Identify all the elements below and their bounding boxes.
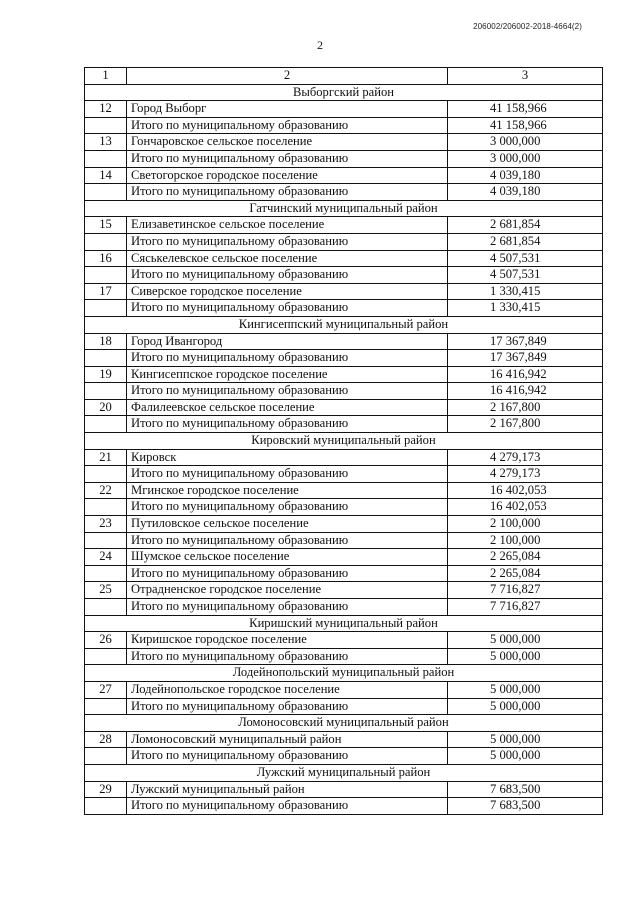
table-row <box>85 731 603 748</box>
region-name: Кировский муниципальный район <box>85 433 603 450</box>
column-header: 1 <box>85 68 127 85</box>
table-row <box>85 167 603 184</box>
settlement-name: Отрадненское городское поселение <box>127 582 448 599</box>
table-row <box>85 350 603 367</box>
row-number: 28 <box>85 731 127 748</box>
row-number <box>85 499 127 516</box>
amount-value: 2 265,084 <box>448 549 603 566</box>
amount-value: 3 000,000 <box>448 150 603 167</box>
table-row <box>85 150 603 167</box>
row-number <box>85 648 127 665</box>
amount-value: 2 167,800 <box>448 399 603 416</box>
row-number <box>85 416 127 433</box>
row-number <box>85 184 127 201</box>
settlement-name: Лужский муниципальный район <box>127 781 448 798</box>
settlement-name: Итого по муниципальному образованию <box>127 233 448 250</box>
table-row <box>85 698 603 715</box>
row-number: 23 <box>85 516 127 533</box>
column-header: 3 <box>448 68 603 85</box>
row-number: 27 <box>85 681 127 698</box>
amount-value: 7 716,827 <box>448 599 603 616</box>
amount-value: 2 265,084 <box>448 565 603 582</box>
amount-value: 5 000,000 <box>448 648 603 665</box>
amount-value: 3 000,000 <box>448 134 603 151</box>
row-number: 15 <box>85 217 127 234</box>
page-number: 2 <box>317 38 323 52</box>
settlement-name: Лодейнопольское городское поселение <box>127 681 448 698</box>
table-row <box>85 366 603 383</box>
amount-value: 5 000,000 <box>448 731 603 748</box>
amount-value: 5 000,000 <box>448 698 603 715</box>
row-number <box>85 117 127 134</box>
table-row <box>85 184 603 201</box>
region-header-row <box>85 715 603 732</box>
table-header-row <box>85 68 603 85</box>
table-row <box>85 250 603 267</box>
table-row <box>85 399 603 416</box>
row-number: 19 <box>85 366 127 383</box>
settlement-name: Гончаровское сельское поселение <box>127 134 448 151</box>
settlement-name: Итого по муниципальному образованию <box>127 599 448 616</box>
row-number <box>85 698 127 715</box>
table-row <box>85 516 603 533</box>
region-header-row <box>85 200 603 217</box>
row-number: 17 <box>85 283 127 300</box>
table-row <box>85 582 603 599</box>
region-header-row <box>85 433 603 450</box>
settlement-name: Путиловское сельское поселение <box>127 516 448 533</box>
table-row <box>85 565 603 582</box>
settlement-name: Киришское городское поселение <box>127 632 448 649</box>
row-number <box>85 233 127 250</box>
settlement-name: Кировск <box>127 449 448 466</box>
settlement-name: Итого по муниципальному образованию <box>127 565 448 582</box>
row-number: 22 <box>85 482 127 499</box>
amount-value: 41 158,966 <box>448 117 603 134</box>
row-number <box>85 150 127 167</box>
row-number: 14 <box>85 167 127 184</box>
amount-value: 1 330,415 <box>448 300 603 317</box>
settlement-name: Мгинское городское поселение <box>127 482 448 499</box>
row-number <box>85 532 127 549</box>
settlement-name: Итого по муниципальному образованию <box>127 416 448 433</box>
amount-value: 4 279,173 <box>448 466 603 483</box>
region-header-row <box>85 764 603 781</box>
row-number <box>85 383 127 400</box>
amount-value: 4 039,180 <box>448 184 603 201</box>
table-row <box>85 101 603 118</box>
region-name: Лодейнопольский муниципальный район <box>85 665 603 682</box>
amount-value: 16 416,942 <box>448 383 603 400</box>
row-number: 20 <box>85 399 127 416</box>
settlement-name: Кингисеппское городское поселение <box>127 366 448 383</box>
row-number <box>85 466 127 483</box>
region-header-row <box>85 84 603 101</box>
settlement-name: Итого по муниципальному образованию <box>127 499 448 516</box>
settlement-name: Итого по муниципальному образованию <box>127 267 448 284</box>
region-name: Лужский муниципальный район <box>85 764 603 781</box>
table-row <box>85 499 603 516</box>
table-row <box>85 632 603 649</box>
row-number: 18 <box>85 333 127 350</box>
table-row <box>85 300 603 317</box>
amount-value: 2 167,800 <box>448 416 603 433</box>
amount-value: 5 000,000 <box>448 748 603 765</box>
table-row <box>85 681 603 698</box>
amount-value: 2 100,000 <box>448 516 603 533</box>
settlement-name: Город Выборг <box>127 101 448 118</box>
table-row <box>85 748 603 765</box>
region-name: Ломоносовский муниципальный район <box>85 715 603 732</box>
region-name: Гатчинский муниципальный район <box>85 200 603 217</box>
amount-value: 4 279,173 <box>448 449 603 466</box>
settlement-name: Фалилеевское сельское поселение <box>127 399 448 416</box>
region-name: Киришский муниципальный район <box>85 615 603 632</box>
settlement-name: Итого по муниципальному образованию <box>127 383 448 400</box>
amount-value: 4 039,180 <box>448 167 603 184</box>
table-row <box>85 781 603 798</box>
row-number <box>85 748 127 765</box>
region-header-row <box>85 316 603 333</box>
settlement-name: Сяськелевское сельское поселение <box>127 250 448 267</box>
amount-value: 5 000,000 <box>448 681 603 698</box>
table-row <box>85 798 603 815</box>
settlement-name: Светогорское городское поселение <box>127 167 448 184</box>
settlement-name: Итого по муниципальному образованию <box>127 300 448 317</box>
table-row <box>85 383 603 400</box>
row-number: 29 <box>85 781 127 798</box>
region-header-row <box>85 665 603 682</box>
table-row <box>85 482 603 499</box>
amount-value: 16 416,942 <box>448 366 603 383</box>
table-row <box>85 599 603 616</box>
amount-value: 4 507,531 <box>448 250 603 267</box>
settlement-name: Итого по муниципальному образованию <box>127 150 448 167</box>
table-row <box>85 267 603 284</box>
row-number <box>85 300 127 317</box>
amount-value: 16 402,053 <box>448 482 603 499</box>
settlement-name: Елизаветинское сельское поселение <box>127 217 448 234</box>
column-header: 2 <box>127 68 448 85</box>
table-row <box>85 117 603 134</box>
settlement-name: Итого по муниципальному образованию <box>127 350 448 367</box>
settlement-name: Ломоносовский муниципальный район <box>127 731 448 748</box>
settlement-name: Итого по муниципальному образованию <box>127 532 448 549</box>
region-header-row <box>85 615 603 632</box>
table-row <box>85 233 603 250</box>
amount-value: 7 683,500 <box>448 781 603 798</box>
region-name: Кингисеппский муниципальный район <box>85 316 603 333</box>
row-number: 25 <box>85 582 127 599</box>
settlement-name: Итого по муниципальному образованию <box>127 117 448 134</box>
table-row <box>85 416 603 433</box>
row-number <box>85 267 127 284</box>
settlement-name: Итого по муниципальному образованию <box>127 466 448 483</box>
amount-value: 4 507,531 <box>448 267 603 284</box>
region-name: Выборгский район <box>85 84 603 101</box>
table-row <box>85 549 603 566</box>
settlement-name: Итого по муниципальному образованию <box>127 798 448 815</box>
amount-value: 17 367,849 <box>448 350 603 367</box>
row-number <box>85 565 127 582</box>
settlement-name: Итого по муниципальному образованию <box>127 748 448 765</box>
row-number <box>85 798 127 815</box>
amount-value: 41 158,966 <box>448 101 603 118</box>
table-row <box>85 333 603 350</box>
table-row <box>85 134 603 151</box>
table-row <box>85 466 603 483</box>
settlement-name: Сиверское городское поселение <box>127 283 448 300</box>
table-row <box>85 449 603 466</box>
row-number: 26 <box>85 632 127 649</box>
row-number <box>85 350 127 367</box>
row-number: 12 <box>85 101 127 118</box>
table-body <box>85 68 603 815</box>
amount-value: 17 367,849 <box>448 333 603 350</box>
row-number <box>85 599 127 616</box>
allocation-table <box>84 67 603 815</box>
document-id: 206002/206002-2018-4664(2) <box>473 22 582 31</box>
settlement-name: Город Ивангород <box>127 333 448 350</box>
table-row <box>85 217 603 234</box>
settlement-name: Итого по муниципальному образованию <box>127 698 448 715</box>
amount-value: 2 681,854 <box>448 217 603 234</box>
row-number: 21 <box>85 449 127 466</box>
table-row <box>85 648 603 665</box>
amount-value: 1 330,415 <box>448 283 603 300</box>
table-row <box>85 283 603 300</box>
settlement-name: Шумское сельское поселение <box>127 549 448 566</box>
amount-value: 7 716,827 <box>448 582 603 599</box>
settlement-name: Итого по муниципальному образованию <box>127 648 448 665</box>
row-number: 16 <box>85 250 127 267</box>
amount-value: 2 100,000 <box>448 532 603 549</box>
amount-value: 7 683,500 <box>448 798 603 815</box>
settlement-name: Итого по муниципальному образованию <box>127 184 448 201</box>
row-number: 13 <box>85 134 127 151</box>
table-row <box>85 532 603 549</box>
amount-value: 16 402,053 <box>448 499 603 516</box>
row-number: 24 <box>85 549 127 566</box>
amount-value: 5 000,000 <box>448 632 603 649</box>
amount-value: 2 681,854 <box>448 233 603 250</box>
